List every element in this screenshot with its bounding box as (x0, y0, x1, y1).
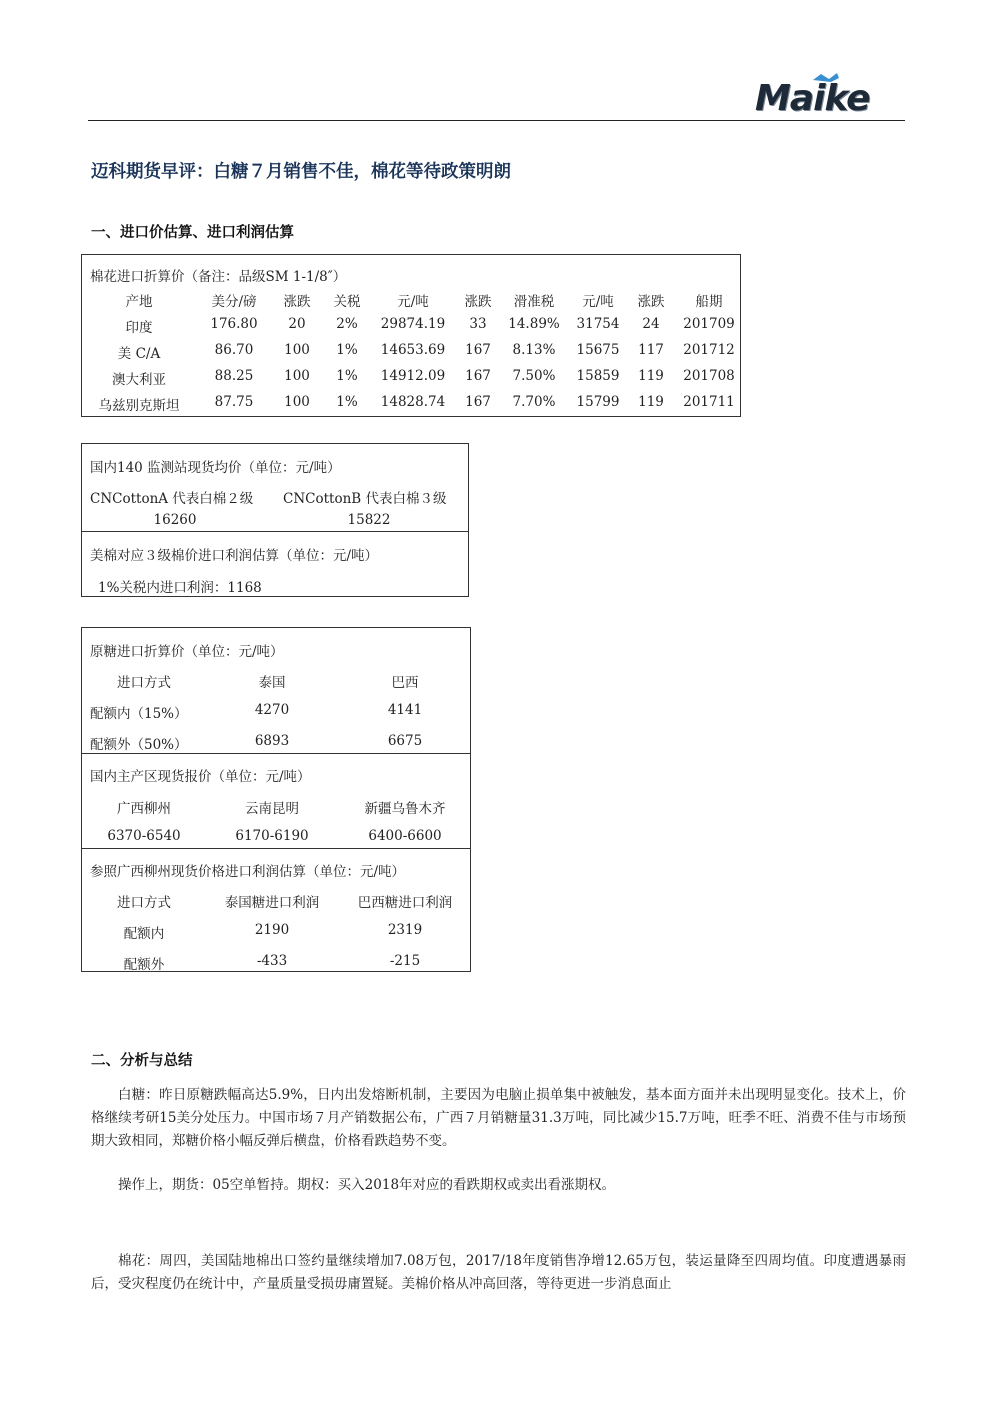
price-range: 6400-6600 (368, 828, 442, 844)
profit-caption: 美棉对应３级棉价进口利润估算（单位：元/吨） (90, 548, 379, 564)
region-label: 广西柳州 (117, 801, 171, 817)
table-cell: 119 (638, 394, 664, 410)
table-cell: 86.70 (214, 342, 254, 358)
sugar-import-caption: 原糖进口折算价（单位：元/吨） (90, 644, 284, 660)
price-range: 6370-6540 (107, 828, 181, 844)
column-header: 产地 (125, 294, 153, 310)
column-header: 滑准税 (513, 294, 555, 310)
table-cell: 119 (638, 368, 664, 384)
table-cell: 1% (336, 394, 358, 410)
column-header: 巴西 (391, 675, 419, 691)
table-caption: 棉花进口折算价（备注：品级SM 1-1/8″） (90, 269, 347, 285)
column-header: 美分/磅 (211, 294, 257, 310)
table-cell: 117 (638, 342, 664, 358)
table-cell: 1% (336, 368, 358, 384)
table-cell: -215 (389, 953, 421, 969)
table-cell: 4141 (387, 702, 423, 718)
table-cell: 2319 (387, 922, 423, 938)
paragraph-sugar: 白糖：昨日原糖跌幅高达5.9%，日内出发熔断机制，主要因为电脑止损单集中被触发，基本面方面并未出现明显变化。技术上，价格继续考研15美分处压力。中国市场７月产销数据公布，广西７月销糖量31.3万吨，同比减少15.7万吨，旺季不旺、消费不佳与市场预期大致相同，郑糖价格小幅反弹后横盘，价格看跌趋势不变。 (91, 1087, 906, 1149)
section-heading-analysis: 二、分析与总结 (91, 1053, 193, 1069)
paragraph-cotton: 棉花：周四，美国陆地棉出口签约量继续增加7.08万包，2017/18年度销售净增12.65万包，装运量降至四周均值。印度遭遇暴雨后，受灾程度仍在统计中，产量质量受损毋庸置疑。美棉价格从冲高回落，等待更进一步消息面止 (91, 1253, 906, 1292)
row-label: 配额内 (123, 926, 165, 942)
table-cell: 87.75 (214, 394, 254, 410)
divider (82, 848, 470, 849)
column-header: 船期 (695, 294, 723, 310)
table-cell: 6675 (387, 733, 423, 749)
domestic-cotton-table (81, 443, 469, 597)
row-label: 美 C/A (117, 346, 161, 362)
table-cell: 176.80 (210, 316, 258, 332)
table-cell: 8.13% (512, 342, 556, 358)
row-label: 澳大利亚 (112, 372, 166, 388)
logo-text: Maike (755, 78, 870, 119)
table-cell: 2% (336, 316, 358, 332)
row-label: 乌兹别克斯坦 (98, 398, 180, 414)
table-cell: 167 (465, 342, 491, 358)
table-cell: 14912.09 (380, 368, 446, 384)
cotton-a-value: 16260 (153, 512, 197, 528)
table-cell: 14828.74 (380, 394, 446, 410)
cotton-b-label: CNCottonB 代表白棉３级 (283, 491, 447, 507)
column-header: 进口方式 (117, 675, 171, 691)
column-header: 巴西糖进口利润 (357, 895, 453, 911)
table-cell: 33 (469, 316, 487, 332)
table-cell: 167 (465, 368, 491, 384)
table-cell: 15799 (576, 394, 620, 410)
row-label: 配额内（15%） (90, 706, 188, 722)
table-cell: 14653.69 (380, 342, 446, 358)
table-cell: 1% (336, 342, 358, 358)
row-label: 印度 (125, 320, 153, 336)
region-label: 新疆乌鲁木齐 (364, 801, 446, 817)
column-header: 关税 (333, 294, 361, 310)
table-cell: 100 (284, 394, 310, 410)
price-range: 6170-6190 (235, 828, 309, 844)
column-header: 泰国 (258, 675, 286, 691)
table-cell: 24 (642, 316, 660, 332)
table-cell: 29874.19 (380, 316, 446, 332)
paragraph-operation: 操作上，期货：05空单暂持。期权：买入2018年对应的看跌期权或卖出看涨期权。 (118, 1177, 616, 1193)
table-cell: 31754 (576, 316, 620, 332)
table-cell: 201708 (683, 368, 735, 384)
divider (82, 753, 470, 754)
region-label: 云南昆明 (245, 801, 299, 817)
cotton-b-value: 15822 (347, 512, 391, 528)
section-heading-import: 一、进口价估算、进口利润估算 (91, 225, 294, 241)
table-cell: 15859 (576, 368, 620, 384)
row-label: 配额外 (123, 957, 165, 973)
header-rule (88, 120, 905, 121)
table-cell: 100 (284, 368, 310, 384)
table-cell: 7.50% (512, 368, 556, 384)
column-header: 泰国糖进口利润 (224, 895, 320, 911)
table-cell: 4270 (254, 702, 290, 718)
sugar-spot-caption: 国内主产区现货报价（单位：元/吨） (90, 769, 311, 785)
table-cell: 14.89% (508, 316, 560, 332)
maike-logo (755, 70, 895, 118)
table-cell: 2190 (254, 922, 290, 938)
cotton-import-table (81, 254, 741, 417)
table-cell: -433 (256, 953, 288, 969)
table-cell: 88.25 (214, 368, 254, 384)
column-header: 涨跌 (283, 294, 311, 310)
sugar-table (81, 627, 471, 972)
table-cell: 15675 (576, 342, 620, 358)
divider (82, 531, 468, 532)
cotton-a-label: CNCottonA 代表白棉２级 (90, 491, 254, 507)
table-cell: 7.70% (512, 394, 556, 410)
table-cell: 201709 (683, 316, 735, 332)
row-label: 配额外（50%） (90, 737, 188, 753)
table-cell: 100 (284, 342, 310, 358)
page-title: 迈科期货早评：白糖７月销售不佳，棉花等待政策明朗 (91, 162, 511, 182)
column-header: 涨跌 (464, 294, 492, 310)
column-header: 元/吨 (397, 294, 429, 310)
table-cell: 201711 (683, 394, 735, 410)
table-caption: 国内140 监测站现货均价（单位：元/吨） (90, 460, 341, 476)
column-header: 进口方式 (117, 895, 171, 911)
table-cell: 201712 (683, 342, 735, 358)
sugar-profit-caption: 参照广西柳州现货价格进口利润估算（单位：元/吨） (90, 864, 406, 880)
table-cell: 167 (465, 394, 491, 410)
column-header: 元/吨 (582, 294, 614, 310)
table-cell: 6893 (254, 733, 290, 749)
profit-line: 1%关税内进口利润：1168 (98, 580, 262, 596)
column-header: 涨跌 (637, 294, 665, 310)
table-cell: 20 (288, 316, 306, 332)
